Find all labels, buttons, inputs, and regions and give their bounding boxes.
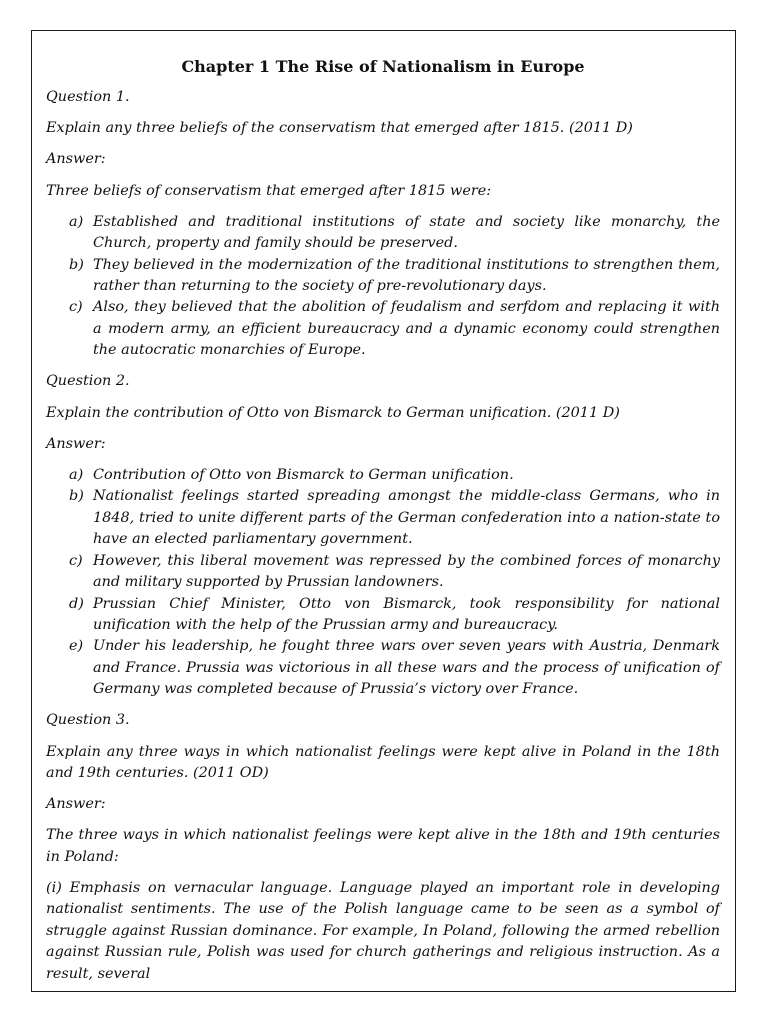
list-item-text: Nationalist feelings started spreading amongst the middle-class Germans, who in 1848, tried to unite different parts of the German confederation into a nation-state to have an elected parliamentary government. <box>93 488 720 548</box>
list-item <box>46 212 720 255</box>
answer-1-list <box>46 212 720 362</box>
document-content <box>46 57 720 995</box>
list-item <box>46 465 720 486</box>
answer-3-paragraph: (i) Emphasis on vernacular language. Language played an important role in developing nationalist sentiments. The use of the Polish language came to be seen as a symbol of struggle against Russian dominance. For example, In Poland, following the armed rebellion against Russian rule, Polish was used for church gatherings and religious instruction. As a result, several <box>46 879 720 982</box>
list-item <box>46 636 720 700</box>
list-item <box>46 594 720 637</box>
list-item-text: However, this liberal movement was repressed by the combined forces of monarchy and military supported by Prussian landowners. <box>93 552 720 591</box>
answer-3-label: Answer: <box>46 796 106 813</box>
answer-1-intro: Three beliefs of conservatism that emerged after 1815 were: <box>46 182 492 199</box>
list-marker: d) <box>69 595 84 612</box>
list-marker: a) <box>69 213 84 230</box>
list-item-text: Contribution of Otto von Bismarck to German unification. <box>93 467 514 484</box>
list-item <box>46 297 720 361</box>
answer-1-label: Answer: <box>46 151 106 168</box>
list-item-text: Established and traditional institutions of state and society like monarchy, the Church, property and family should be preserved. <box>93 213 720 252</box>
question-1-label: Question 1. <box>46 89 130 105</box>
list-item-text: Prussian Chief Minister, Otto von Bismarck, took responsibility for national unification with the help of the Prussian army and bureaucracy. <box>93 595 720 633</box>
list-item-text: Under his leadership, he fought three wars over seven years with Austria, Denmark and France. Prussia was victorious in all these wars and the process of unification of Germany was completed because of Prussia’s victory over France. <box>93 638 720 698</box>
list-marker: a) <box>69 467 84 484</box>
list-item <box>46 551 720 594</box>
list-marker: b) <box>69 488 84 505</box>
question-2-text: Explain the contribution of Otto von Bismarck to German unification. (2011 D) <box>46 404 620 421</box>
document-page <box>31 30 736 992</box>
list-marker: c) <box>69 552 83 569</box>
question-3-label: Question 3. <box>46 712 130 729</box>
list-item <box>46 486 720 550</box>
list-marker: c) <box>69 299 83 316</box>
answer-2-label: Answer: <box>46 435 106 452</box>
list-item-text: Also, they believed that the abolition of feudalism and serfdom and replacing it with a modern army, an efficient bureaucracy and a dynamic economy could strengthen the autocratic monarchies of Europe. <box>93 299 720 359</box>
chapter-title: Chapter 1 The Rise of Nationalism in Europe <box>181 57 585 76</box>
list-marker: b) <box>69 256 84 273</box>
question-3-text: Explain any three ways in which nationalist feelings were kept alive in Poland in the 18th and 19th centuries. (2011 OD) <box>46 743 720 781</box>
answer-3-intro: The three ways in which nationalist feelings were kept alive in the 18th and 19th centuries in Poland: <box>46 827 720 865</box>
list-item-text: They believed in the modernization of the traditional institutions to strengthen them, rather than returning to the society of pre-revolutionary days. <box>93 256 720 295</box>
list-item <box>46 255 720 298</box>
question-1-text: Explain any three beliefs of the conservatism that emerged after 1815. (2011 D) <box>46 120 633 137</box>
question-2-label: Question 2. <box>46 373 130 390</box>
answer-2-list <box>46 465 720 700</box>
list-marker: e) <box>69 638 84 655</box>
